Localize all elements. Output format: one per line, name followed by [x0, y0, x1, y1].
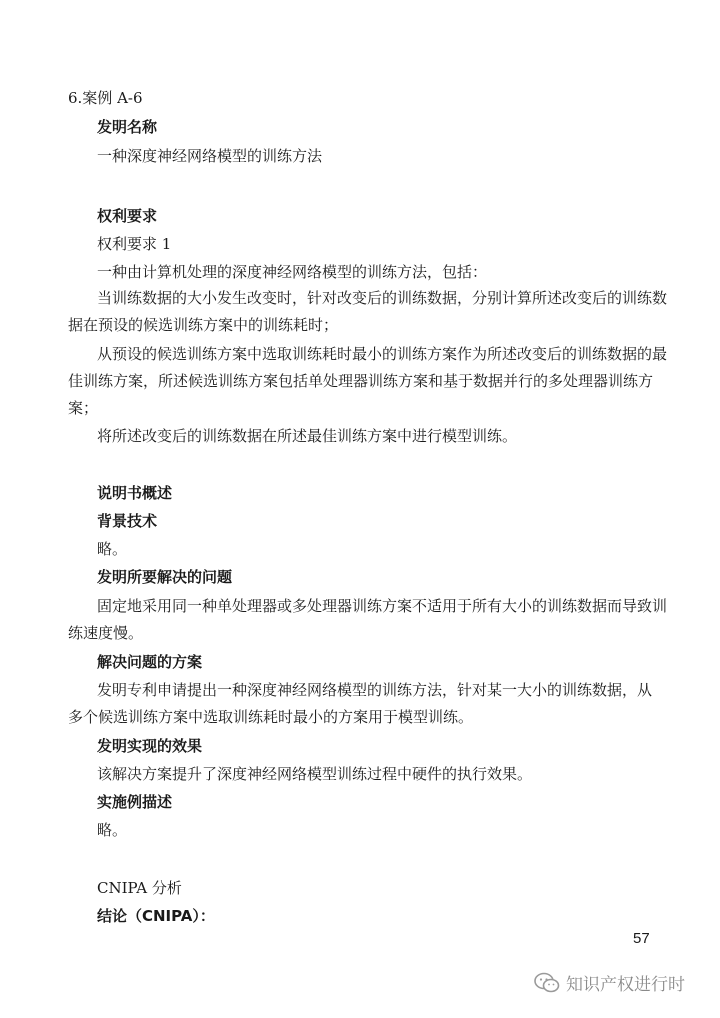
claim-line: 从预设的候选训练方案中选取训练耗时最小的训练方案作为所述改变后的训练数据的最 — [97, 345, 668, 363]
embodiment-heading: 实施例描述 — [97, 793, 173, 811]
conclusion-label: 结论（CNIPA）： — [97, 907, 215, 925]
effect-heading: 发明实现的效果 — [97, 737, 203, 755]
claim-line: 案； — [68, 399, 99, 417]
background-heading: 背景技术 — [97, 512, 158, 530]
watermark — [534, 970, 685, 995]
claim-line: 据在预设的候选训练方案中的训练耗时； — [68, 316, 339, 334]
watermark-text: 知识产权进行时 — [566, 975, 685, 995]
claim-line: 一种由计算机处理的深度神经网络模型的训练方法，包括： — [97, 263, 488, 281]
claims-heading: 权利要求 — [97, 207, 158, 225]
problem-line: 练速度慢。 — [68, 624, 144, 642]
case-title: 6.案例 A-6 — [68, 89, 143, 107]
solution-line: 多个候选训练方案中选取训练耗时最小的方案用于模型训练。 — [68, 708, 474, 726]
claim-line: 佳训练方案，所述候选训练方案包括单处理器训练方案和基于数据并行的多处理器训练方 — [68, 372, 654, 390]
embodiment-text: 略。 — [97, 821, 128, 839]
background-text: 略。 — [97, 540, 128, 558]
claim-line: 当训练数据的大小发生改变时，针对改变后的训练数据，分别计算所述改变后的训练数 — [97, 289, 668, 307]
claim-line: 将所述改变后的训练数据在所述最佳训练方案中进行模型训练。 — [97, 427, 518, 445]
effect-text: 该解决方案提升了深度神经网络模型训练过程中硬件的执行效果。 — [97, 765, 533, 783]
invention-name-heading: 发明名称 — [97, 118, 158, 136]
problem-line: 固定地采用同一种单处理器或多处理器训练方案不适用于所有大小的训练数据而导致训 — [97, 597, 668, 615]
solution-heading: 解决问题的方案 — [97, 653, 203, 671]
cnipa-heading: CNIPA 分析 — [97, 879, 182, 897]
page-number: 57 — [633, 930, 650, 947]
problem-heading: 发明所要解决的问题 — [97, 568, 233, 586]
claim-label: 权利要求 1 — [97, 235, 172, 253]
solution-line: 发明专利申请提出一种深度神经网络模型的训练方法，针对某一大小的训练数据，从 — [97, 681, 653, 699]
invention-name: 一种深度神经网络模型的训练方法 — [97, 147, 323, 165]
spec-heading: 说明书概述 — [97, 484, 173, 502]
wechat-icon — [534, 972, 560, 994]
